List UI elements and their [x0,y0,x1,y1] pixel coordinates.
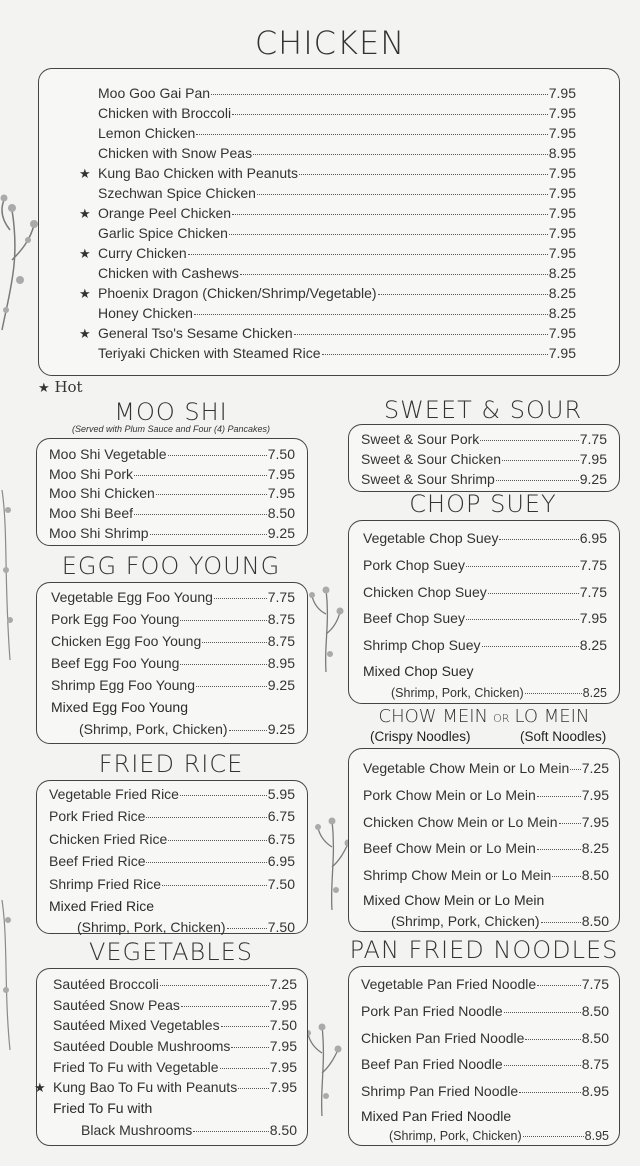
menu-item-price: 7.95 [269,1058,297,1075]
menu-item [363,525,607,552]
leader-dots [541,908,581,923]
menu-item-price: 8.25 [548,305,576,321]
menu-item [363,911,609,931]
chow-mein-title-b: LO MEIN [514,706,590,727]
menu-item-price: 6.75 [267,830,295,847]
menu-item-price: 8.25 [548,265,576,281]
menu-item [363,835,609,862]
sweet-sour-list [361,429,607,489]
menu-item-name: Pork Fried Rice [49,808,146,825]
menu-item-price: 8.95 [548,145,576,161]
menu-item-name: Sautéed Snow Peas [53,996,180,1013]
leader-dots [504,998,581,1013]
leader-dots [559,809,581,824]
menu-item-price: 9.25 [267,524,295,541]
menu-item-price: 7.95 [269,1079,297,1096]
menu-item-price: 8.25 [579,637,607,654]
menu-item [49,850,295,872]
leader-dots [232,100,548,115]
menu-item-name: (Shrimp, Pork, Chicken) [391,912,540,929]
leader-dots [211,80,548,95]
leader-dots [537,971,581,986]
menu-item-name: Beef Chow Mein or Lo Mein [363,840,536,857]
chow-mein-sub-crispy: (Crispy Noodles) [370,729,471,744]
menu-item [49,917,295,937]
pepper-icon: ★ [34,1080,46,1096]
menu-item-name: Pork Chow Mein or Lo Mein [363,786,536,803]
menu-item-name: Shrimp Chow Mein or Lo Mein [363,867,552,884]
menu-item [363,862,609,889]
menu-item-price: 8.50 [581,1002,609,1019]
leader-dots [229,220,548,235]
menu-item-price: 7.95 [548,345,576,361]
menu-item-name: (Shrimp, Pork, Chicken) [77,918,226,935]
leader-dots [322,340,548,355]
pepper-icon: ★ [79,326,91,341]
leader-dots [214,584,267,599]
leader-dots [482,632,579,647]
chow-mein-title-a: CHOW MEIN [378,706,488,727]
leader-dots [196,120,547,135]
menu-item-name: Mixed Fried Rice [49,897,155,914]
egg-foo-young-title: EGG FOO YOUNG [61,552,281,580]
leader-dots [221,1012,269,1027]
menu-item-name: Chicken with Broccoli [98,105,232,121]
leader-dots [238,1074,269,1089]
menu-item-price: 8.75 [267,633,295,649]
menu-item-name: Sautéed Broccoli [53,976,159,992]
menu-item [51,652,295,674]
menu-item-name: Shrimp Chop Suey [363,637,481,654]
menu-item [363,755,609,782]
menu-item-price: 7.95 [581,786,609,803]
menu-item-name: Moo Shi Chicken [49,485,155,502]
menu-item-name: Sweet & Sour Shrimp [361,471,495,487]
menu-item-name: Chicken Chop Suey [363,583,487,600]
leader-dots [227,914,267,929]
menu-item-name: Sweet & Sour Pork [361,431,480,447]
menu-item-name: Vegetable Egg Foo Young [51,589,213,605]
fried-rice-title: FRIED RICE [98,750,244,778]
egg-foo-young-list [51,586,295,740]
menu-item-price: 7.50 [267,875,295,892]
menu-item-name: Honey Chicken [98,305,193,321]
leader-dots [220,1054,269,1069]
leader-dots [181,992,269,1007]
menu-item-name: Szechwan Spice Chicken [98,185,256,201]
menu-item [98,343,576,363]
leader-dots [519,1078,581,1093]
menu-item-price: 9.25 [267,721,295,737]
leader-dots [146,803,266,818]
menu-item-price: 9.25 [579,471,607,487]
moo-shi-title: MOO SHI [114,398,228,426]
pan-fried-title: PAN FRIED NOODLES [349,936,619,964]
menu-item-name: Mixed Pan Fried Noodle [361,1107,512,1124]
menu-item [363,809,609,836]
menu-item-name: Beef Pan Fried Noodle [361,1056,503,1073]
menu-item-name: Fried To Fu with [53,1100,153,1117]
menu-item-name: Curry Chicken [98,245,187,261]
leader-dots [525,680,582,694]
menu-item [363,683,607,703]
menu-item-price: 8.50 [581,1029,609,1046]
leader-dots [168,441,267,456]
menu-item-name: Orange Peel Chicken [98,205,232,221]
leader-dots [502,446,579,461]
menu-item-price: 8.75 [581,1056,609,1073]
menu-item-name: Moo Shi Beef [49,505,134,522]
chow-mein-title [348,706,620,727]
leader-dots [134,500,267,515]
menu-item-price: 7.95 [581,813,609,830]
menu-item-price: 5.95 [267,786,295,802]
menu-item-price: 8.95 [581,1083,609,1100]
menu-item-price: 7.95 [579,451,607,467]
menu-item-price: 7.75 [267,589,295,605]
menu-item-name: Chicken Chow Mein or Lo Mein [363,813,558,830]
menu-item-name: Sweet & Sour Chicken [361,451,502,467]
chow-mein-title-or: OR [493,712,510,725]
pepper-icon: ★ [38,381,50,396]
menu-item [51,674,295,696]
leader-dots [253,140,548,155]
leader-dots [134,461,267,476]
menu-item-name: Moo Shi Shrimp [49,524,149,541]
menu-item-name: Pork Chop Suey [363,556,465,573]
leader-dots [257,180,548,195]
leader-dots [150,520,267,535]
menu-item-name: Vegetable Pan Fried Noodle [361,976,537,992]
menu-item-price: 7.95 [548,85,576,101]
leader-dots [193,1117,268,1132]
menu-item-price: 7.95 [267,465,295,482]
pepper-icon: ★ [79,246,91,261]
menu-item-price: 6.95 [579,530,607,546]
leader-dots [523,1124,584,1138]
menu-item-price: 9.25 [267,677,295,693]
menu-item-price: 8.50 [581,912,609,929]
leader-dots [570,755,581,770]
menu-item-price: 7.95 [579,610,607,627]
menu-item-name: Chicken Egg Foo Young [51,633,202,649]
leader-dots [499,525,578,540]
fried-rice-list [49,783,295,937]
leader-dots [537,835,581,850]
menu-item-price: 7.25 [269,976,297,992]
leader-dots [480,426,578,441]
menu-item-name: Mixed Egg Foo Young [51,699,188,715]
leader-dots [180,781,267,796]
pepper-icon: ★ [79,166,91,181]
menu-item-price: 7.95 [548,205,576,221]
menu-item-price: 7.95 [548,225,576,241]
chow-mein-box [348,748,620,932]
menu-item-price: 7.50 [267,446,295,462]
leader-dots [552,862,580,877]
leader-dots [196,672,267,687]
menu-item-price: 7.95 [548,185,576,201]
menu-item-name: Lemon Chicken [98,125,196,141]
menu-item-name: Vegetable Fried Rice [49,786,179,802]
menu-item-price: 8.50 [267,505,295,522]
menu-item [363,605,607,632]
menu-item-name: Beef Egg Foo Young [51,655,180,671]
menu-item-name: Sautéed Mixed Vegetables [53,1017,220,1034]
menu-item-name: Chicken with Snow Peas [98,145,253,161]
menu-item-name: Chicken with Cashews [98,265,239,281]
menu-item [361,1127,609,1145]
menu-item-price: 7.25 [581,760,609,776]
menu-item-name: Vegetable Chop Suey [363,530,499,546]
blossom-branch-mid3-icon [304,1018,344,1118]
leader-dots [294,320,548,335]
menu-item [53,1119,297,1141]
menu-item-price: 7.95 [269,996,297,1013]
chow-mein-list [363,755,609,931]
sweet-sour-box [348,424,620,492]
menu-item [49,523,295,543]
leader-dots [180,650,266,665]
leader-dots [162,871,267,886]
menu-item-name: Kung Bao Chicken with Peanuts [98,165,299,181]
moo-shi-box [36,438,308,546]
leader-dots [488,579,579,594]
menu-item-name: Moo Shi Vegetable [49,446,167,462]
menu-item-name: Shrimp Fried Rice [49,875,162,892]
menu-item-name: Moo Shi Pork [49,465,134,482]
menu-item [361,971,609,998]
blossom-branch-edge-icon [0,490,16,660]
menu-item-price: 8.50 [269,1121,297,1138]
chow-mein-sub-soft: (Soft Noodles) [520,729,607,744]
menu-item-name: Beef Fried Rice [49,853,146,870]
leader-dots [378,280,548,295]
menu-item [361,998,609,1025]
fried-rice-box [36,780,308,934]
menu-item [49,805,295,827]
leader-dots [466,552,579,567]
menu-item-price: 7.95 [548,165,576,181]
leader-dots [496,466,579,481]
leader-dots [160,971,269,986]
menu-item-name: Mixed Chow Mein or Lo Mein [363,891,545,908]
menu-item-name: Fried To Fu with Vegetable [53,1058,219,1075]
egg-foo-young-box [36,582,308,744]
menu-item-price: 7.95 [548,125,576,141]
menu-item-name: (Shrimp, Pork, Chicken) [391,685,524,700]
blossom-branch-edge2-icon [0,900,16,1050]
menu-item-name: Shrimp Egg Foo Young [51,677,195,693]
menu-item-name: Moo Goo Gai Pan [98,85,211,101]
menu-item-price: 8.95 [584,1129,609,1144]
pepper-icon: ★ [79,286,91,301]
menu-item-price: 7.95 [269,1038,297,1055]
hot-legend [38,378,83,396]
chop-suey-title: CHOP SUEY [409,490,557,518]
menu-item [34,1077,297,1098]
leader-dots [156,480,267,495]
menu-item-name: Chicken Fried Rice [49,830,168,847]
vegetables-title: VEGETABLES [88,938,254,966]
menu-item-name: General Tso's Sesame Chicken [98,325,293,341]
pan-fried-box [348,966,620,1146]
menu-item-price: 6.75 [267,808,295,825]
menu-item [51,718,295,740]
menu-item-name: Shrimp Pan Fried Noodle [361,1083,519,1100]
menu-item [361,469,607,489]
menu-item [51,608,295,630]
leader-dots [240,260,548,275]
chop-suey-box [348,520,620,704]
leader-dots [188,240,548,255]
menu-item-name: Pork Pan Fried Noodle [361,1002,503,1019]
menu-item-price: 7.75 [581,976,609,992]
leader-dots [299,160,548,175]
menu-item [363,782,609,809]
pepper-icon: ★ [79,206,91,221]
moo-shi-list [49,444,295,542]
leader-dots [146,848,266,863]
pan-fried-list [361,971,609,1145]
menu-item-name: Black Mushrooms [81,1121,193,1138]
menu-item [49,783,295,805]
menu-item-price: 7.95 [548,325,576,341]
menu-item-price: 7.95 [548,105,576,121]
menu-item-price: 7.95 [267,485,295,502]
leader-dots [180,606,266,621]
menu-item [363,579,607,606]
menu-item-name: Kung Bao To Fu with Peanuts [53,1079,238,1096]
menu-item-name: Chicken Pan Fried Noodle [361,1029,525,1046]
chicken-list [79,83,576,363]
menu-item [363,632,607,659]
vegetables-box [36,968,308,1146]
leader-dots [466,605,579,620]
leader-dots [504,1051,581,1066]
leader-dots [168,826,266,841]
menu-item-price: 7.95 [548,245,576,261]
menu-item-price: 8.25 [548,285,576,301]
menu-item-price: 7.75 [579,583,607,600]
menu-item-name: Phoenix Dragon (Chicken/Shrimp/Vegetable) [98,285,377,301]
menu-item-name: (Shrimp, Pork, Chicken) [389,1129,522,1144]
menu-item [363,552,607,579]
menu-item [361,1078,609,1105]
menu-item-price: 8.50 [581,867,609,884]
menu-item-price: 6.95 [267,853,295,870]
chop-suey-list [363,525,607,703]
leader-dots [525,1025,580,1040]
leader-dots [194,300,548,315]
blossom-branch-left-icon [0,170,40,340]
chicken-title: CHICKEN [254,24,406,62]
blossom-branch-mid-icon [306,584,346,674]
menu-item-price: 7.75 [579,431,607,447]
menu-item-name: Garlic Spice Chicken [98,225,228,241]
menu-item-name: Beef Chop Suey [363,610,465,627]
hot-legend-label: Hot [54,378,83,396]
sweet-sour-title: SWEET & SOUR [383,396,583,424]
leader-dots [202,628,267,643]
vegetables-list [34,974,297,1141]
leader-dots [537,782,581,797]
leader-dots [229,716,267,731]
menu-item-price: 8.25 [581,840,609,857]
menu-item-price: 7.50 [267,918,295,935]
menu-item-name: Pork Egg Foo Young [51,611,180,627]
menu-item [51,586,295,608]
chicken-box [38,68,620,376]
menu-item [51,630,295,652]
menu-item-name: Vegetable Chow Mein or Lo Mein [363,760,570,776]
menu-item-name: Teriyaki Chicken with Steamed Rice [98,345,321,361]
menu-item [49,828,295,850]
menu-item-name: Sautéed Double Mushrooms [53,1038,231,1055]
leader-dots [231,1033,268,1048]
leader-dots [232,200,548,215]
menu-item-price: 8.25 [582,685,607,700]
menu-item-price: 7.50 [269,1017,297,1034]
menu-item-price: 8.95 [267,655,295,671]
menu-item [361,1025,609,1052]
menu-item-price: 7.75 [579,556,607,573]
menu-item [49,873,295,895]
menu-item-name: (Shrimp, Pork, Chicken) [79,721,228,737]
menu-item-price: 8.75 [267,611,295,627]
menu-item [361,1051,609,1078]
menu-item-name: Mixed Chop Suey [363,662,474,679]
moo-shi-note: (Served with Plum Sauce and Four (4) Pancakes) [71,424,271,434]
